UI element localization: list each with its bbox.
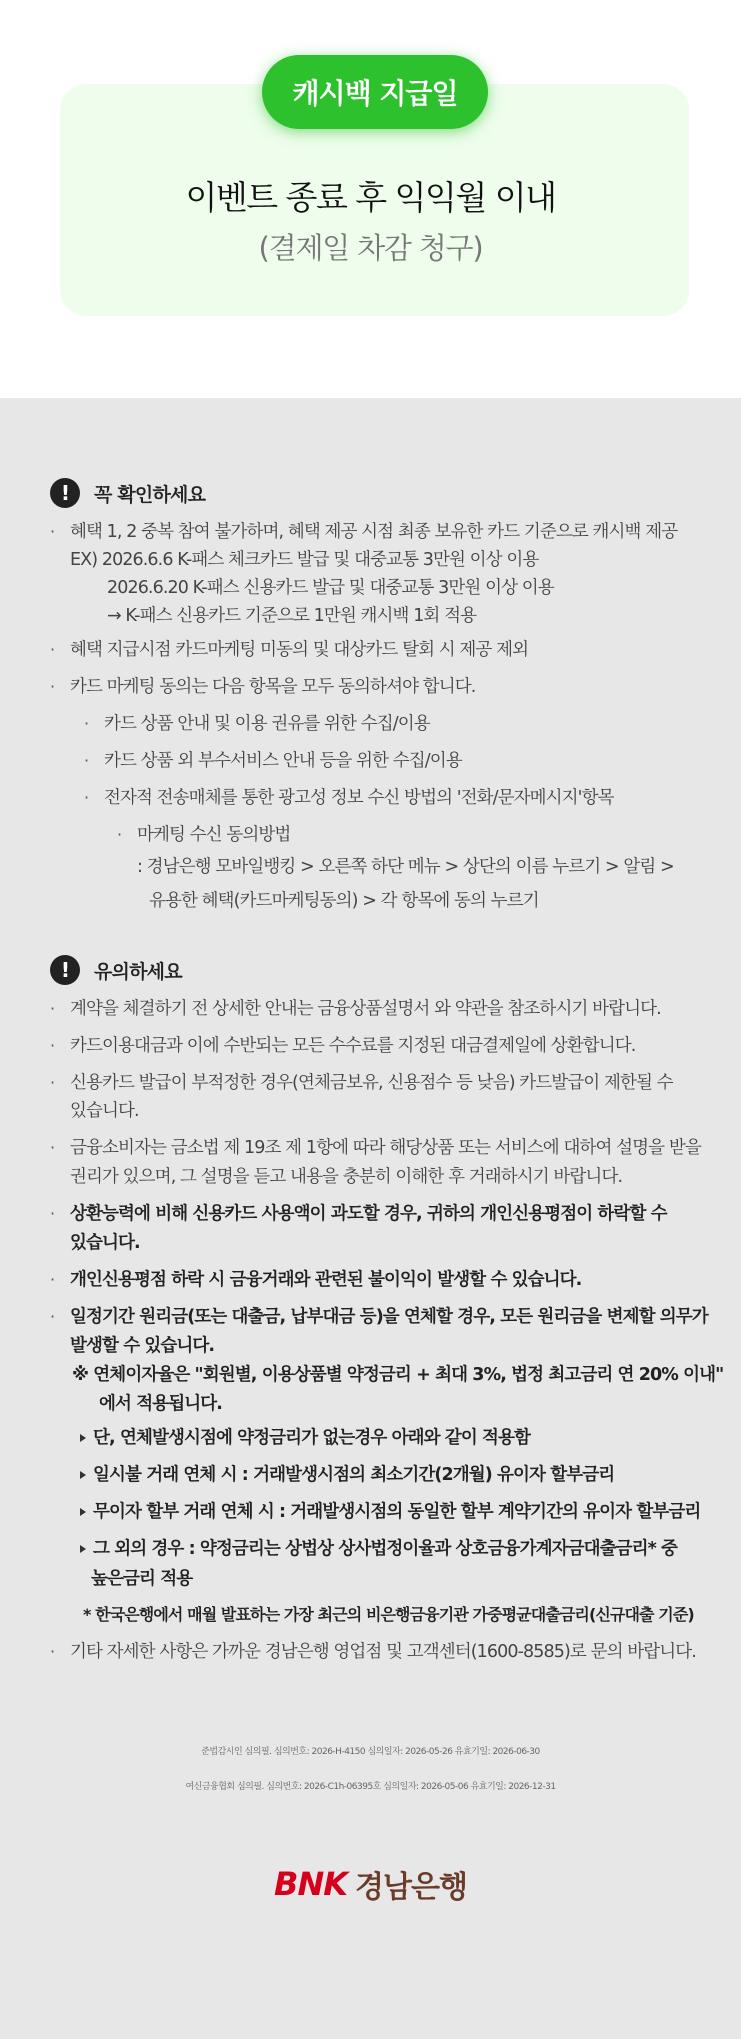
- list-item: 에서 적용됩니다.: [99, 1394, 222, 1414]
- list-item: 무이자 할부 거래 연체 시 : 거래발생시점의 동일한 할부 계약기간의 유이자 할부금리: [80, 1498, 700, 1526]
- bullet-dot: ·: [84, 714, 90, 733]
- bnk-logo: [0, 1862, 741, 1906]
- list-item: 카드 상품 외 부수서비스 안내 등을 위한 수집/이용: [104, 751, 462, 771]
- cashback-date-badge: 캐시백 지급일: [262, 55, 488, 129]
- logo-name: 경남은행: [355, 1870, 467, 1905]
- list-item: 권리가 있으며, 그 설명을 듣고 내용을 충분히 이해한 후 거래하시기 바랍니다.: [70, 1167, 623, 1187]
- list-item: 혜택 1, 2 중복 참여 불가하며, 혜택 제공 시점 최종 보유한 카드 기준으로 캐시백 제공: [70, 522, 678, 542]
- bullet-dot: ·: [117, 825, 123, 844]
- bullet-dot: ·: [84, 751, 90, 770]
- triangle-bullet-icon: [80, 1508, 86, 1516]
- list-item: 계약을 체결하기 전 상세한 안내는 금융상품설명서 와 약관을 참조하시기 바랍니다.: [70, 999, 661, 1019]
- list-item: 마케팅 수신 동의방법: [137, 825, 291, 845]
- list-item: : 경남은행 모바일뱅킹 > 오른쪽 하단 메뉴 > 상단의 이름 누르기 > 알림 >: [137, 857, 674, 877]
- list-item: 그 외의 경우 : 약정금리는 상법상 상사법정이율과 상호금융가계자금대출금리* 중: [80, 1535, 677, 1563]
- caution-heading: ! 유의하세요: [50, 955, 182, 985]
- list-item: 기타 자세한 사항은 가까운 경남은행 영업점 및 고객센터(1600-8585)로 문의 바랍니다.: [70, 1642, 696, 1662]
- bullet-dot: ·: [50, 1138, 56, 1157]
- list-item: 카드 마케팅 동의는 다음 항목을 모두 동의하셔야 합니다.: [70, 677, 476, 697]
- bullet-dot: ·: [50, 1307, 56, 1326]
- bullet-dot: ·: [50, 1036, 56, 1055]
- logo-brand: BNK: [274, 1865, 348, 1903]
- footnote-rate: * 한국은행에서 매월 발표하는 가장 최근의 비은행금융기관 가중평균대출금리(신규대출 기준): [83, 1605, 694, 1624]
- exclamation-circle-icon: !: [50, 478, 80, 508]
- list-item: 높은금리 적용: [91, 1569, 193, 1589]
- list-item: 금융소비자는 금소법 제 19조 제 1항에 따라 해당상품 또는 서비스에 대하여 설명을 받을: [70, 1138, 701, 1158]
- hero-title: 이벤트 종료 후 익익월 이내: [185, 178, 556, 217]
- bullet-dot: ·: [50, 640, 56, 659]
- bullet-dot: ·: [50, 1270, 56, 1289]
- list-item: 개인신용평점 하락 시 금융거래와 관련된 불이익이 발생할 수 있습니다.: [70, 1270, 582, 1290]
- list-item: → K-패스 신용카드 기준으로 1만원 캐시백 1회 적용: [107, 606, 477, 626]
- hero-subtitle: (결제일 차감 청구): [258, 231, 483, 265]
- bullet-dot: ·: [50, 1073, 56, 1092]
- bullet-dot: ·: [50, 522, 56, 541]
- list-item: 신용카드 발급이 부적정한 경우(연체금보유, 신용점수 등 낮음) 카드발급이 제한될 수: [70, 1073, 673, 1093]
- bullet-dot: ·: [84, 788, 90, 807]
- triangle-bullet-icon: [80, 1434, 86, 1442]
- list-item: EX) 2026.6.6 K-패스 체크카드 발급 및 대중교통 3만원 이상 이용: [70, 550, 539, 570]
- compliance-notice: 준법감시인 심의필. 심의번호: 2026-H-4150 심의일자: 2026-05-26 유효기일: 2026-06-30: [201, 1747, 540, 1757]
- credit-association-notice: 여신금융협회 심의필. 심의번호: 2026-C1h-06395호 심의일자: 2026-05-06 유효기일: 2026-12-31: [185, 1782, 556, 1792]
- list-item: 카드 상품 안내 및 이용 권유를 위한 수집/이용: [104, 714, 430, 734]
- list-item: 발생할 수 있습니다.: [70, 1336, 215, 1356]
- list-item: 혜택 지급시점 카드마케팅 미동의 및 대상카드 탈회 시 제공 제외: [70, 640, 529, 660]
- list-item: 단, 연체발생시점에 약정금리가 없는경우 아래와 같이 적용함: [80, 1424, 530, 1452]
- triangle-bullet-icon: [80, 1545, 86, 1553]
- list-item: 있습니다.: [70, 1101, 139, 1121]
- list-item: 일정기간 원리금(또는 대출금, 납부대금 등)을 연체할 경우, 모든 원리금을 변제할 의무가: [70, 1307, 708, 1327]
- list-item: 전자적 전송매체를 통한 광고성 정보 수신 방법의 '전화/문자메시지'항목: [104, 788, 614, 808]
- list-item: 일시불 거래 연체 시 : 거래발생시점의 최소기간(2개월) 유이자 할부금리: [80, 1461, 614, 1489]
- check-heading: ! 꼭 확인하세요: [50, 478, 205, 508]
- list-item: 상환능력에 비해 신용카드 사용액이 과도할 경우, 귀하의 개인신용평점이 하락할 수: [70, 1204, 667, 1224]
- bullet-dot: ·: [50, 1642, 56, 1661]
- bullet-dot: ·: [50, 1204, 56, 1223]
- bullet-dot: ·: [50, 677, 56, 696]
- list-item: ※ 연체이자율은 "회원별, 이용상품별 약정금리 + 최대 3%, 법정 최고금리 연 20% 이내": [72, 1365, 724, 1385]
- bullet-dot: ·: [50, 999, 56, 1018]
- list-item: 있습니다.: [70, 1233, 140, 1253]
- list-item: 2026.6.20 K-패스 신용카드 발급 및 대중교통 3만원 이상 이용: [107, 578, 554, 598]
- list-item: 카드이용대금과 이에 수반되는 모든 수수료를 지정된 대금결제일에 상환합니다.: [70, 1036, 636, 1056]
- triangle-bullet-icon: [80, 1471, 86, 1479]
- list-item: 유용한 혜택(카드마케팅동의) > 각 항목에 동의 누르기: [149, 891, 539, 911]
- exclamation-circle-icon: !: [50, 955, 80, 985]
